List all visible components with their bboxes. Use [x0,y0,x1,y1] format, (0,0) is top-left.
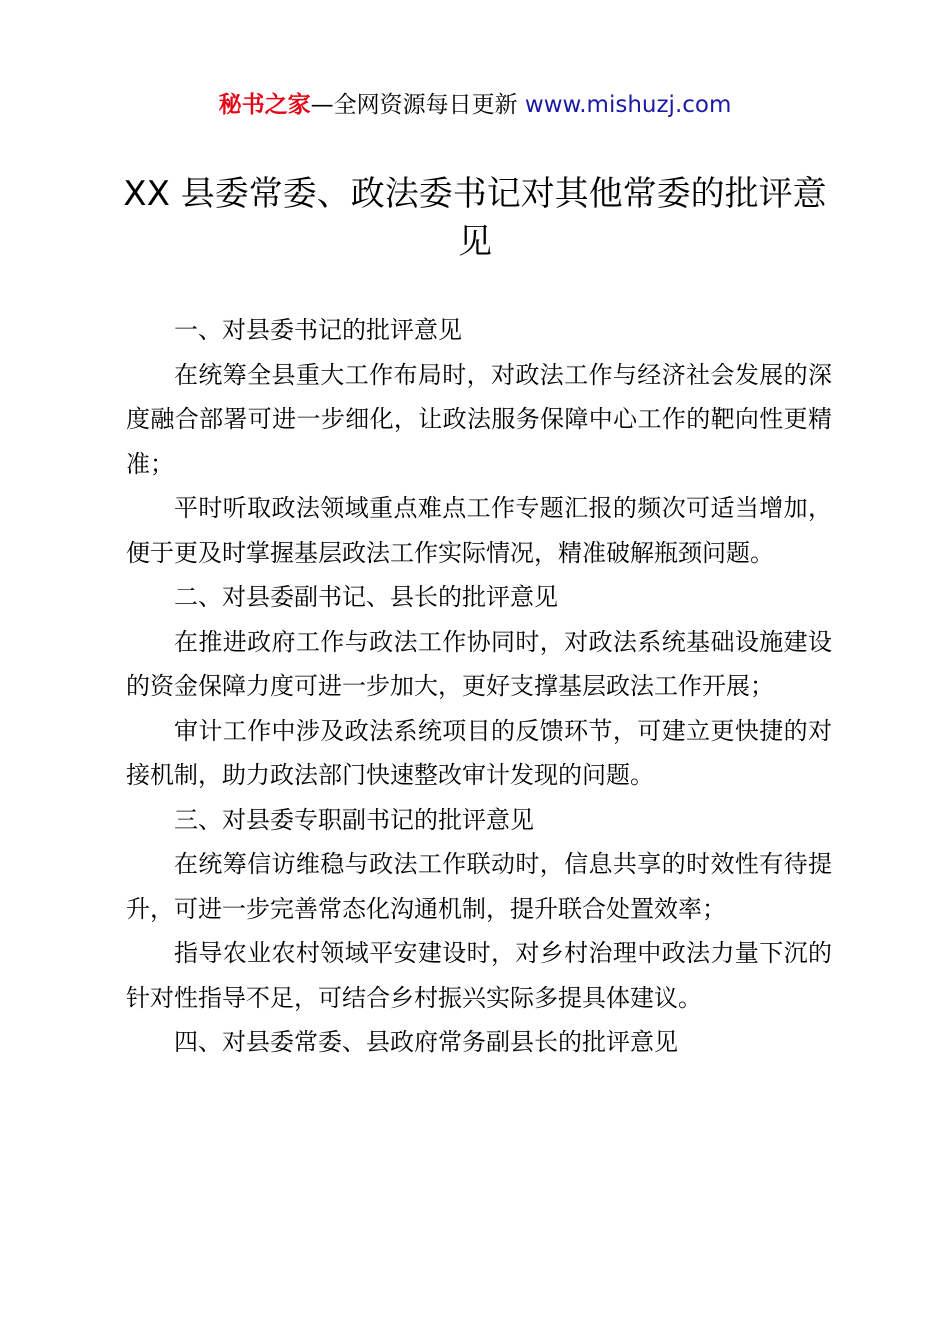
section-heading-1: 一、对县委书记的批评意见 [174,316,462,344]
site-url-link[interactable]: www.mishuzj.com [524,92,732,118]
paragraph: 指导农业农村领域平安建设时，对乡村治理中政法力量下沉的针对性指导不足，可结合乡村振兴实际多提具体建议。 [126,939,832,1012]
paragraph: 平时听取政法领域重点难点工作专题汇报的频次可适当增加，便于更及时掌握基层政法工作实际情况，精准破解瓶颈问题。 [126,494,832,567]
paragraph: 在统筹全县重大工作布局时，对政法工作与经济社会发展的深度融合部署可进一步细化，让政法服务保障中心工作的靶向性更精准； [126,360,832,478]
section-heading-2: 二、对县委副书记、县长的批评意见 [174,583,558,611]
paragraph: 在推进政府工作与政法工作协同时，对政法系统基础设施建设的资金保障力度可进一步加大，更好支撑基层政法工作开展； [126,627,832,700]
site-brand: 秘书之家 [218,92,311,118]
site-header [0,88,950,122]
site-tagline: —全网资源每日更新 [310,92,525,118]
paragraph: 审计工作中涉及政法系统项目的反馈环节，可建立更快捷的对接机制，助力政法部门快速整改审计发现的问题。 [126,716,832,789]
section-heading-3: 三、对县委专职副书记的批评意见 [174,805,534,834]
document-title: XX 县委常委、政法委书记对其他常委的批评意见 [123,174,827,262]
paragraph: 在统筹信访维稳与政法工作联动时，信息共享的时效性有待提升，可进一步完善常态化沟通机制，提升联合处置效率； [126,850,832,923]
section-heading-4: 四、对县委常委、县政府常务副县长的批评意见 [174,1028,678,1056]
document-body [126,308,832,1065]
